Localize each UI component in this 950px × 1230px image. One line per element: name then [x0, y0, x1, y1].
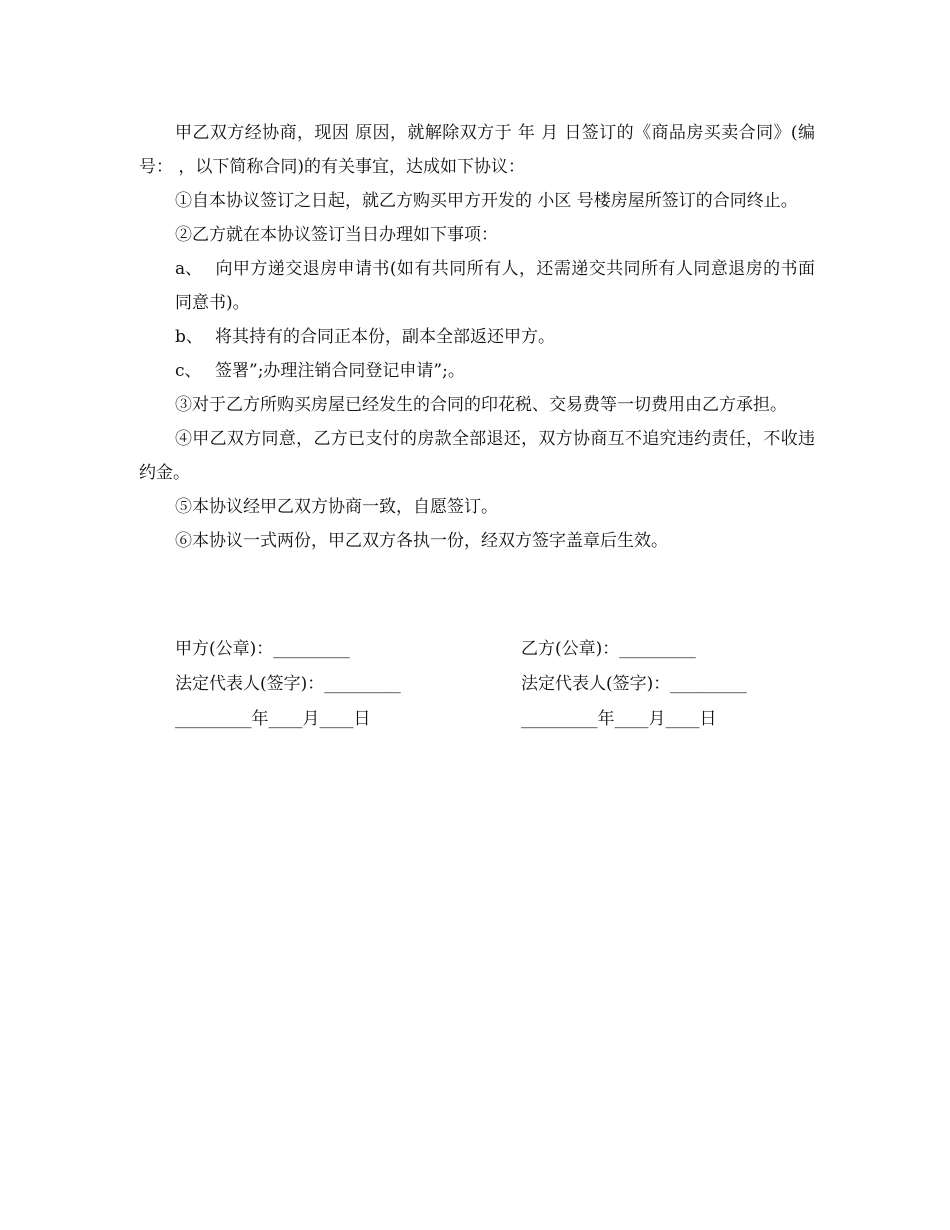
- party-b-representative-line: 法定代表人(签字)：_________: [521, 674, 747, 694]
- date-row: [175, 702, 815, 737]
- clause-2: ②乙方就在本协议签订当日办理如下事项：: [175, 225, 498, 245]
- clause-6: ⑥本协议一式两份，甲乙双方各执一份，经双方签字盖章后生效。: [175, 531, 668, 551]
- clause-1: ①自本协议签订之日起，就乙方购买甲方开发的 小区 号楼房屋所签订的合同终止。: [175, 191, 798, 211]
- party-a-date-line: _________年____月____日: [175, 709, 371, 729]
- sub-item-c-text: 签署”;办理注销合同登记申请”;。: [215, 361, 465, 381]
- sub-item-b: [139, 320, 815, 354]
- sub-item-a: [139, 252, 815, 320]
- representative-row: [175, 667, 815, 702]
- sub-item-b-text: 将其持有的合同正本份，副本全部返还甲方。: [215, 327, 555, 347]
- sub-item-b-label: b、: [175, 327, 203, 347]
- clause-5: ⑤本协议经甲乙双方协商一致，自愿签订。: [175, 497, 498, 517]
- signature-block: [175, 632, 815, 737]
- party-b-date-line: _________年____月____日: [521, 709, 717, 729]
- sub-item-c: [139, 354, 815, 388]
- party-b-seal-line: 乙方(公章)：_________: [521, 639, 696, 659]
- intro-paragraph: 甲乙双方经协商，现因 原因，就解除双方于 年 月 日签订的《商品房买卖合同》(编号： ，以下简称合同)的有关事宜，达成如下协议：: [139, 123, 815, 177]
- sub-item-a-text: 向甲方递交退房申请书(如有共同所有人，还需递交共同所有人同意退房的书面同意书)。: [175, 259, 815, 313]
- sub-item-c-label: c、: [175, 361, 202, 381]
- sub-item-a-label: a、: [175, 259, 203, 279]
- party-a-representative-line: 法定代表人(签字)：_________: [175, 674, 401, 694]
- agreement-body: [139, 116, 815, 558]
- clause-3: ③对于乙方所购买房屋已经发生的合同的印花税、交易费等一切费用由乙方承担。: [175, 395, 787, 415]
- party-a-seal-line: 甲方(公章)：_________: [175, 639, 350, 659]
- seal-row: [175, 632, 815, 667]
- clause-4: ④甲乙双方同意，乙方已支付的房款全部退还，双方协商互不追究违约责任，不收违约金。: [139, 429, 815, 483]
